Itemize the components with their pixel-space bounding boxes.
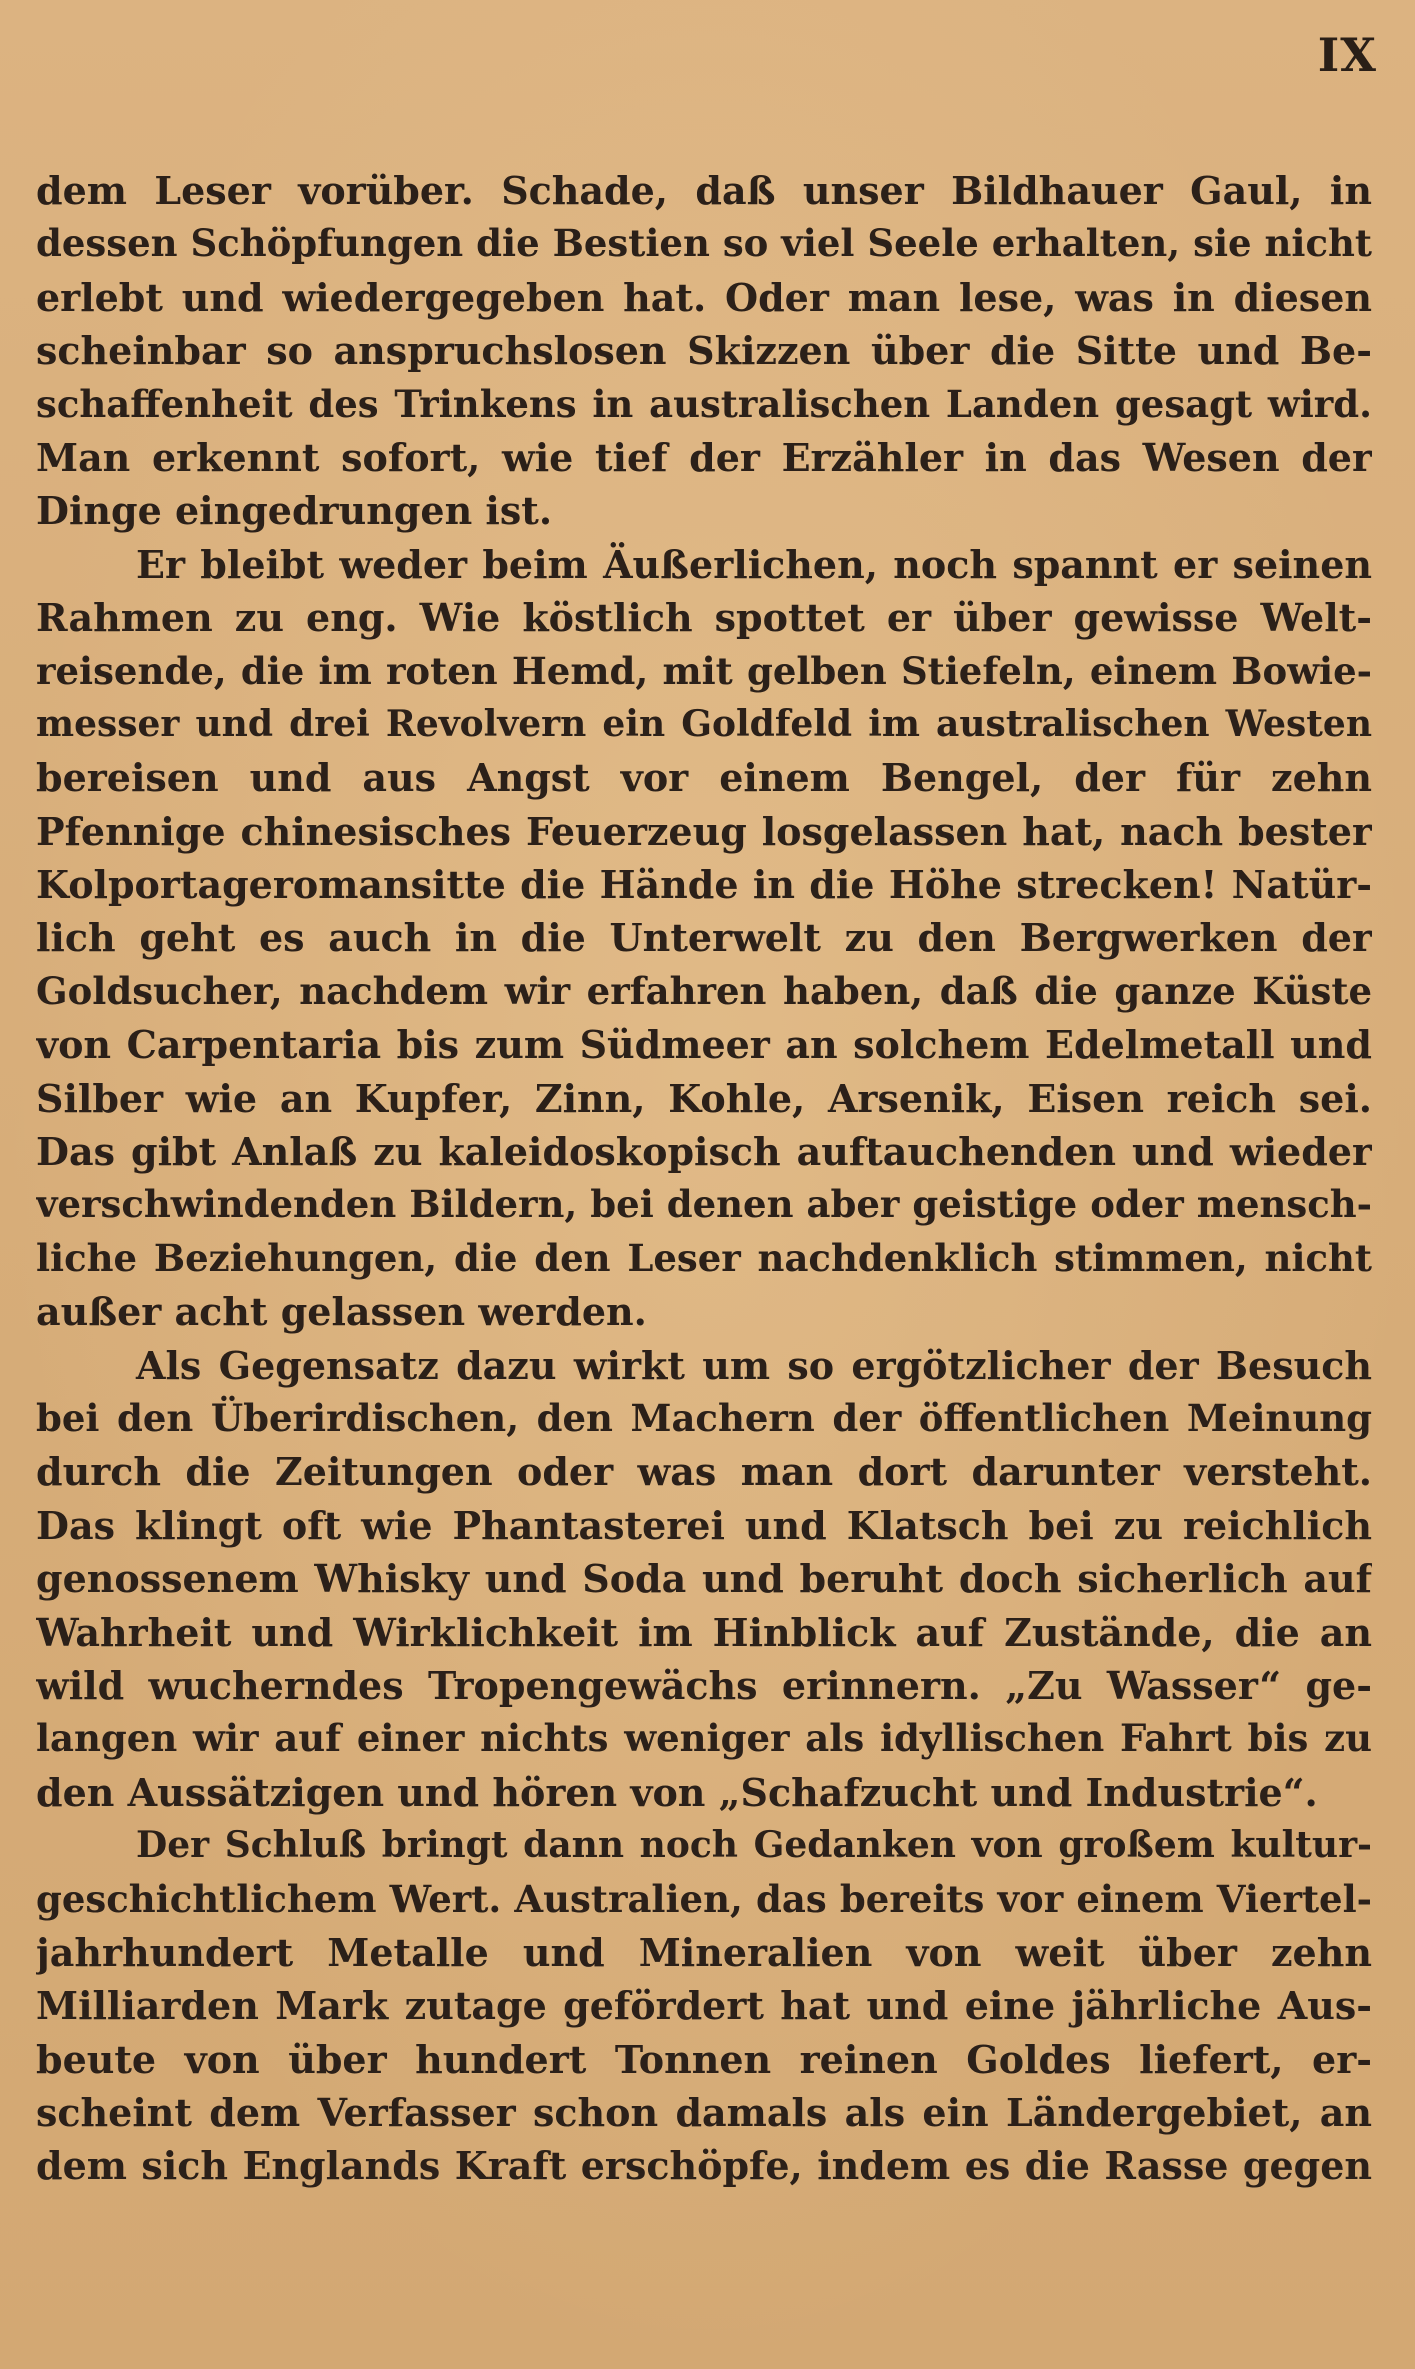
text-line: Man erkennt sofort, wie tief der Erzähler in das Wesen der [36,434,1372,480]
text-line: dessen Schöpfungen die Bestien so viel Seele erhalten, sie nicht [36,221,1372,266]
text-line: Kolportageromansitte die Hände in die Höhe strecken! Natür- [36,862,1372,908]
text-line: außer acht gelassen werden. [36,1289,647,1335]
text-line: Er bleibt weder beim Äußerlichen, noch spannt er seinen [136,541,1372,587]
text-line: genossenem Whisky und Soda und beruht doch sicherlich auf [36,1556,1372,1602]
text-line: Rahmen zu eng. Wie köstlich spottet er über gewisse Welt- [36,595,1372,641]
text-line: von Carpentaria bis zum Südmeer an solchem Edelmetall und [36,1022,1372,1068]
text-line: Goldsucher, nachdem wir erfahren haben, daß die ganze Küste [36,968,1372,1013]
text-line: Als Gegensatz dazu wirkt um so ergötzlicher der Besuch [136,1342,1372,1388]
text-line: Milliarden Mark zutage gefördert hat und eine jährliche Aus- [36,1983,1372,2029]
body-text [36,164,1372,2193]
text-line: bei den Überirdischen, den Machern der öffentlichen Meinung [36,1395,1372,1440]
text-line: scheint dem Verfasser schon damals als ein Ländergebiet, an [36,2090,1372,2136]
text-line: reisende, die im roten Hemd, mit gelben Stiefeln, einem Bowie- [36,648,1372,693]
text-line: Der Schluß bringt dann noch Gedanken von großem kultur- [136,1824,1372,1867]
text-line: jahrhundert Metalle und Mineralien von weit über zehn [36,1929,1372,1975]
text-line: beute von über hundert Tonnen reinen Goldes liefert, er- [36,2036,1372,2082]
text-line: dem sich Englands Kraft erschöpfe, indem es die Rasse gegen [36,2143,1372,2189]
text-line: bereisen und aus Angst vor einem Bengel, der für zehn [36,755,1372,801]
text-line: Dinge eingedrungen ist. [36,488,553,534]
text-line: messer und drei Revolvern ein Goldfeld im australischen Westen [36,702,1372,745]
text-line: dem Leser vorüber. Schade, daß unser Bildhauer Gaul, in [36,168,1372,213]
text-line: Silber wie an Kupfer, Zinn, Kohle, Arsenik, Eisen reich sei. [36,1075,1372,1121]
text-line: liche Beziehungen, die den Leser nachdenklich stimmen, nicht [36,1235,1372,1280]
text-line: verschwindenden Bildern, bei denen aber geistige oder mensch- [36,1182,1372,1227]
text-line: Pfennige chinesisches Feuerzeug losgelassen hat, nach bester [36,808,1372,854]
text-line: wild wucherndes Tropengewächs erinnern. „Zu Wasser“ ge- [36,1662,1372,1708]
text-line: erlebt und wiedergegeben hat. Oder man lese, was in diesen [36,274,1372,320]
text-line: schaffenheit des Trinkens in australischen Landen gesagt wird. [36,381,1372,426]
text-line: langen wir auf einer nichts weniger als idyllischen Fahrt bis zu [36,1716,1372,1761]
text-line: Das gibt Anlaß zu kaleidoskopisch auftauchenden und wieder [36,1129,1372,1175]
text-line: den Aussätzigen und hören von „Schafzucht und Industrie“. [36,1769,1318,1815]
text-line: Das klingt oft wie Phantasterei und Klatsch bei zu reichlich [36,1502,1372,1548]
page-number: IX [1317,28,1377,82]
text-line: Wahrheit und Wirklichkeit im Hinblick auf Zustände, die an [36,1609,1372,1655]
text-line: geschichtlichem Wert. Australien, das bereits vor einem Viertel- [36,1876,1372,1921]
text-line: durch die Zeitungen oder was man dort darunter versteht. [36,1449,1372,1495]
text-line: lich geht es auch in die Unterwelt zu den Bergwerken der [36,915,1372,961]
text-line: scheinbar so anspruchslosen Skizzen über die Sitte und Be- [36,328,1372,374]
